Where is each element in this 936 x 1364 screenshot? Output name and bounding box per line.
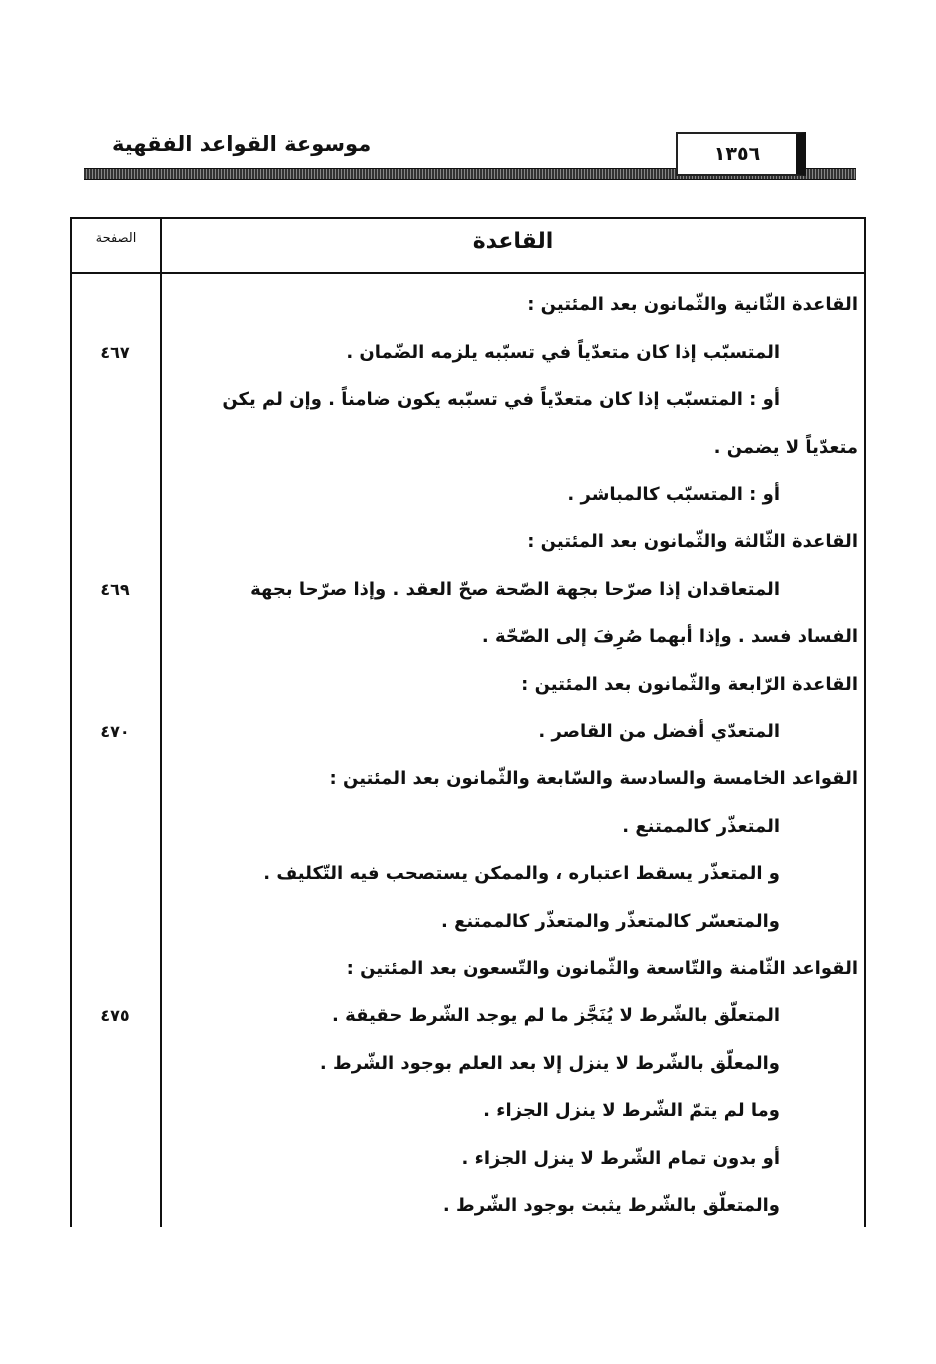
rule-text: المتعدّي أفضل من القاصر . <box>538 721 780 742</box>
table-right-border <box>864 217 866 1227</box>
page-number: ١٣٥٦ <box>676 132 806 176</box>
rule-text: وما لم يتمّ الشّرط لا ينزل الجزاء . <box>483 1100 780 1121</box>
rule-text: المتعذّر كالممتنع . <box>622 816 780 837</box>
rule-text: و المتعذّر يسقط اعتباره ، والممكن يستصحب فيه التّكليف . <box>263 863 780 884</box>
rule-text: المتسبّب إذا كان متعدّياً في تسبّبه يلزمه الضّمان . <box>346 342 780 363</box>
rule-text: والمعلّق بالشّرط لا ينزل إلا بعد العلم بوجود الشّرط . <box>319 1053 780 1074</box>
page-ref: ٤٧٥ <box>100 1006 130 1025</box>
rule-text: المتعلّق بالشّرط لا يُنَجَّز ما لم يوجد الشّرط حقيقة . <box>332 1005 780 1026</box>
page-ref: ٤٦٧ <box>100 343 130 362</box>
rule-heading-288-290: القواعد الثّامنة والتّاسعة والثّمانون والتّسعون بعد المئتين : <box>346 958 858 979</box>
book-title: موسوعة القواعد الفقهية <box>112 132 372 156</box>
rule-text: والمتعلّق بالشّرط يثبت بوجود الشّرط . <box>442 1195 780 1216</box>
rules-index-table <box>70 217 866 1227</box>
table-header-divider <box>70 272 866 274</box>
rule-text: أو بدون تمام الشّرط لا ينزل الجزاء . <box>461 1148 780 1169</box>
rule-heading-282: القاعدة الثّانية والثّمانون بعد المئتين : <box>527 294 858 315</box>
page-header <box>84 128 856 188</box>
rule-heading-283: القاعدة الثّالثة والثّمانون بعد المئتين : <box>527 531 858 552</box>
rule-text: والمتعسّر كالمتعذّر والمتعذّر كالممتنع . <box>441 911 780 932</box>
rule-text: متعدّياً لا يضمن . <box>713 437 858 458</box>
rule-text: أو : المتسبّب إذا كان متعدّياً في تسبّبه يكون ضامناً . وإن لم يكن <box>222 389 780 410</box>
rule-text: أو : المتسبّب كالمباشر . <box>567 484 780 505</box>
page-ref: ٤٧٠ <box>100 722 130 741</box>
column-header-rule: القاعدة <box>472 229 554 254</box>
column-header-page: الصفحة <box>95 231 137 246</box>
rule-text: الفساد فسد . وإذا أبهما صُرِفَ إلى الصّحّة . <box>481 626 858 647</box>
table-left-border <box>70 217 72 1227</box>
rule-text: المتعاقدان إذا صرّحا بجهة الصّحة صحّ العقد . وإذا صرّحا بجهة <box>250 579 780 600</box>
table-top-border <box>70 217 866 219</box>
table-column-divider <box>160 217 162 1227</box>
rule-heading-285-287: القواعد الخامسة والسادسة والسّابعة والثّمانون بعد المئتين : <box>329 768 858 789</box>
rule-heading-284: القاعدة الرّابعة والثّمانون بعد المئتين : <box>521 674 858 695</box>
page-ref: ٤٦٩ <box>100 580 130 599</box>
